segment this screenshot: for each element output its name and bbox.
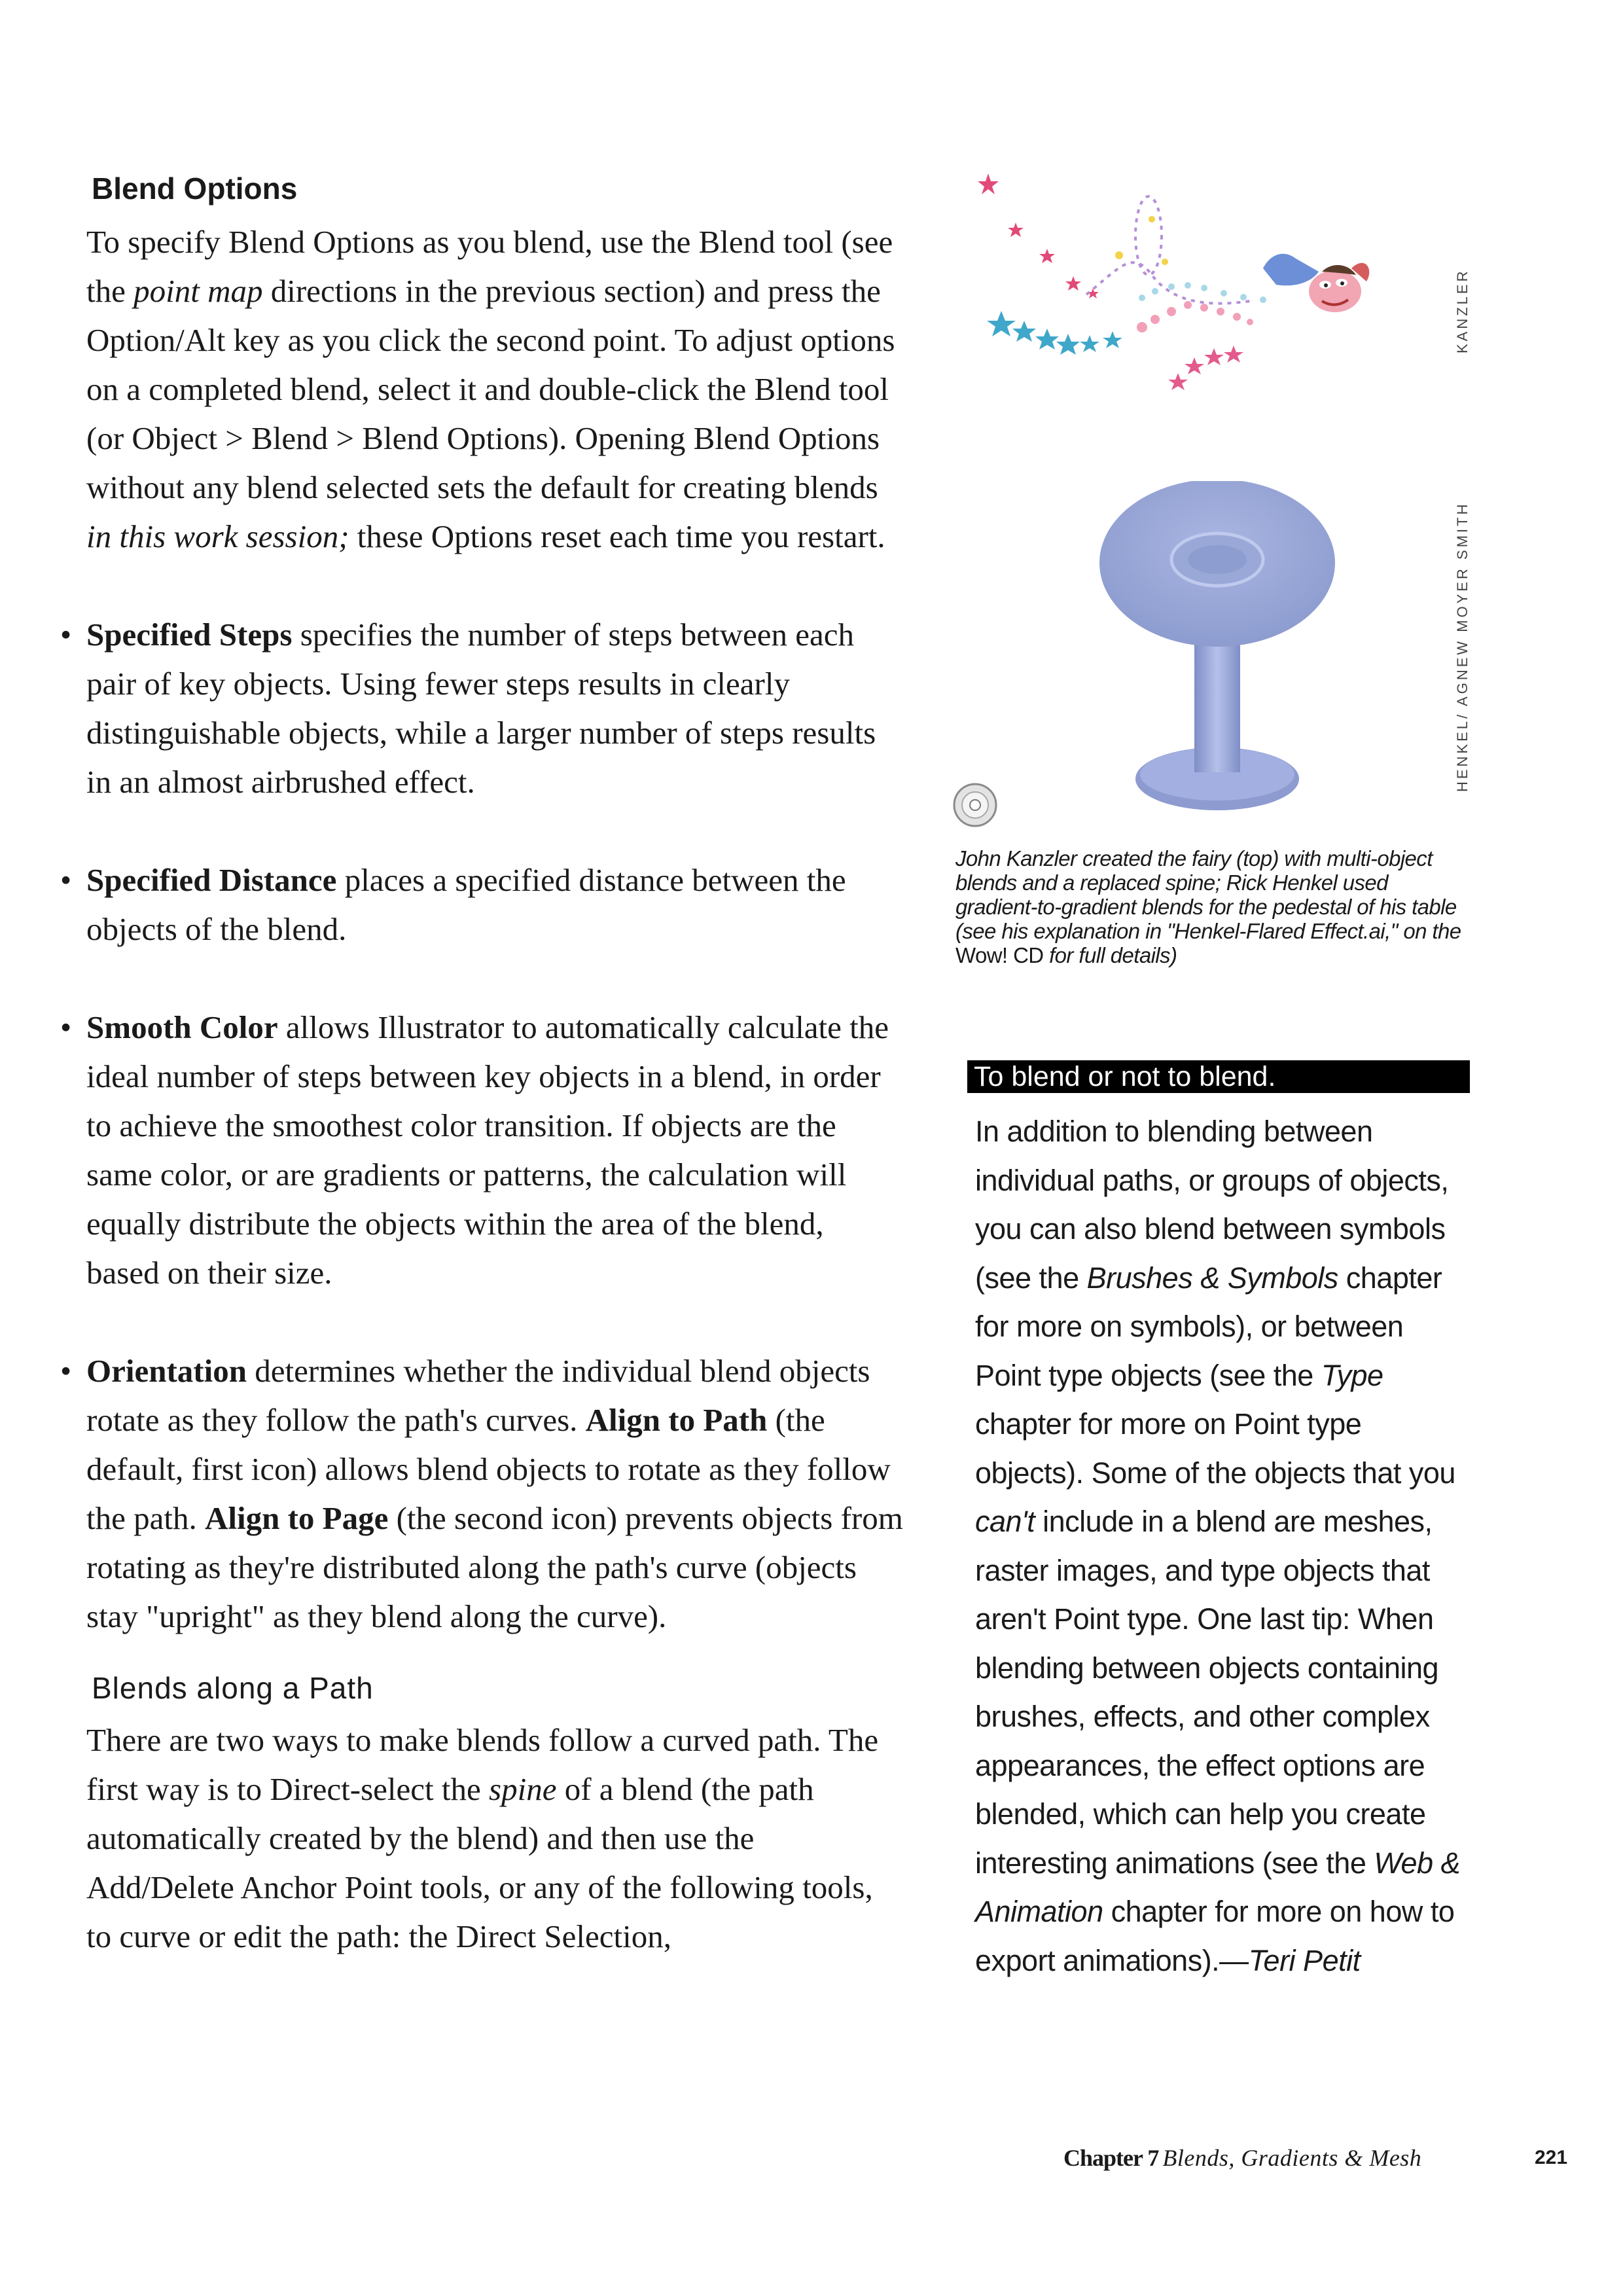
section-heading-blends-along-path: Blends along a Path xyxy=(92,1671,374,1705)
path-paragraph: There are two ways to make blends follow a curved path. The first way is to Direct-select the spine of a blend (the path automatically created by the blend) and then use the Add/Delete Anchor Point tools, or any of the following tools, to curve or edit the path: the Direct Selection, xyxy=(86,1722,879,1954)
bullet-specified-distance: • Specified Distance places a specified distance between the objects of the blend. xyxy=(86,855,904,954)
fairy-illustration xyxy=(955,157,1453,445)
left-column xyxy=(60,169,904,1961)
bullet-marker: • xyxy=(60,617,72,653)
bullet-marker: • xyxy=(60,1353,72,1389)
section-heading-blend-options: Blend Options xyxy=(92,171,298,206)
pedestal-table-illustration xyxy=(1077,481,1456,848)
footer-chapter: Chapter 7 xyxy=(1063,2145,1159,2171)
figure-caption: John Kanzler created the fairy (top) with multi-object blends and a replaced spine; Rick Henkel used gradient-to-gradient blends for the pedestal of his table (see his explanation in "Henkel-Flared Effect.ai," on the Wow! CD for full details) xyxy=(955,846,1461,967)
page-number: 221 xyxy=(1535,2147,1568,2168)
star-trail xyxy=(978,173,1266,390)
sidebar-author: Teri Petit xyxy=(1248,1943,1361,1977)
bullet-specified-steps: • Specified Steps specifies the number of steps between each pair of key objects. Using fewer steps results in clearly distinguishable objects, while a larger number of steps results in an almost airbrushed effect. xyxy=(86,610,904,806)
credit-kanzler: KANZLER xyxy=(1454,268,1471,353)
bullet-orientation: • Orientation determines whether the individual blend objects rotate as they follow the path's curves. Align to Path (the default, first icon) allows blend objects to rotate as they follow the path. Align to Page (the second icon) prevents objects from rotating as they're distributed along the path's curve (objects stay "upright" as they blend along the curve). xyxy=(86,1346,904,1641)
fairy-figure xyxy=(1263,254,1369,312)
bullet-smooth-color: • Smooth Color allows Illustrator to automatically calculate the ideal number of steps between key objects in a blend, in order to achieve the smoothest color transition. If objects are the same color, or are gradients or patterns, the calculation will equally distribute the objects within the area of the blend, based on their size. xyxy=(86,1003,904,1297)
bullet-marker: • xyxy=(60,862,72,898)
cd-icon xyxy=(952,782,998,828)
credit-henkel: HENKEL/ AGNEW MOYER SMITH xyxy=(1454,501,1471,792)
footer-chapter-title: Blends, Gradients & Mesh xyxy=(1162,2145,1422,2171)
page-footer xyxy=(1063,2142,1568,2174)
bullet-marker: • xyxy=(60,1009,72,1045)
intro-paragraph: To specify Blend Options as you blend, use the Blend tool (see the point map directions in the previous section) and press the Option/Alt key as you click the second point. To adjust options on a completed blend, select it and double-click the Blend tool (or Object > Blend > Blend Options). Opening Blend Options without any blend selected sets the default for creating blends in this work session; these Options reset each time you restart. xyxy=(86,224,895,554)
sidebar-body: In addition to blending between individual paths, or groups of objects, you can also blend between symbols (see the Brushes & Symbols chapter for more on symbols), or between Point type objects (see the Type chapter for more on Point type objects). Some of the objects that you can't include in a blend are meshes, raster images, and type objects that aren't Point type. One last tip: When blending between objects containing brushes, effects, and other complex appearances, the effect options are blended, which can help you create interesting animations (see the Web & Animation chapter for more on how to export animations).—Teri Petit xyxy=(975,1115,1461,1977)
sidebar-heading: To blend or not to blend. xyxy=(967,1060,1470,1093)
